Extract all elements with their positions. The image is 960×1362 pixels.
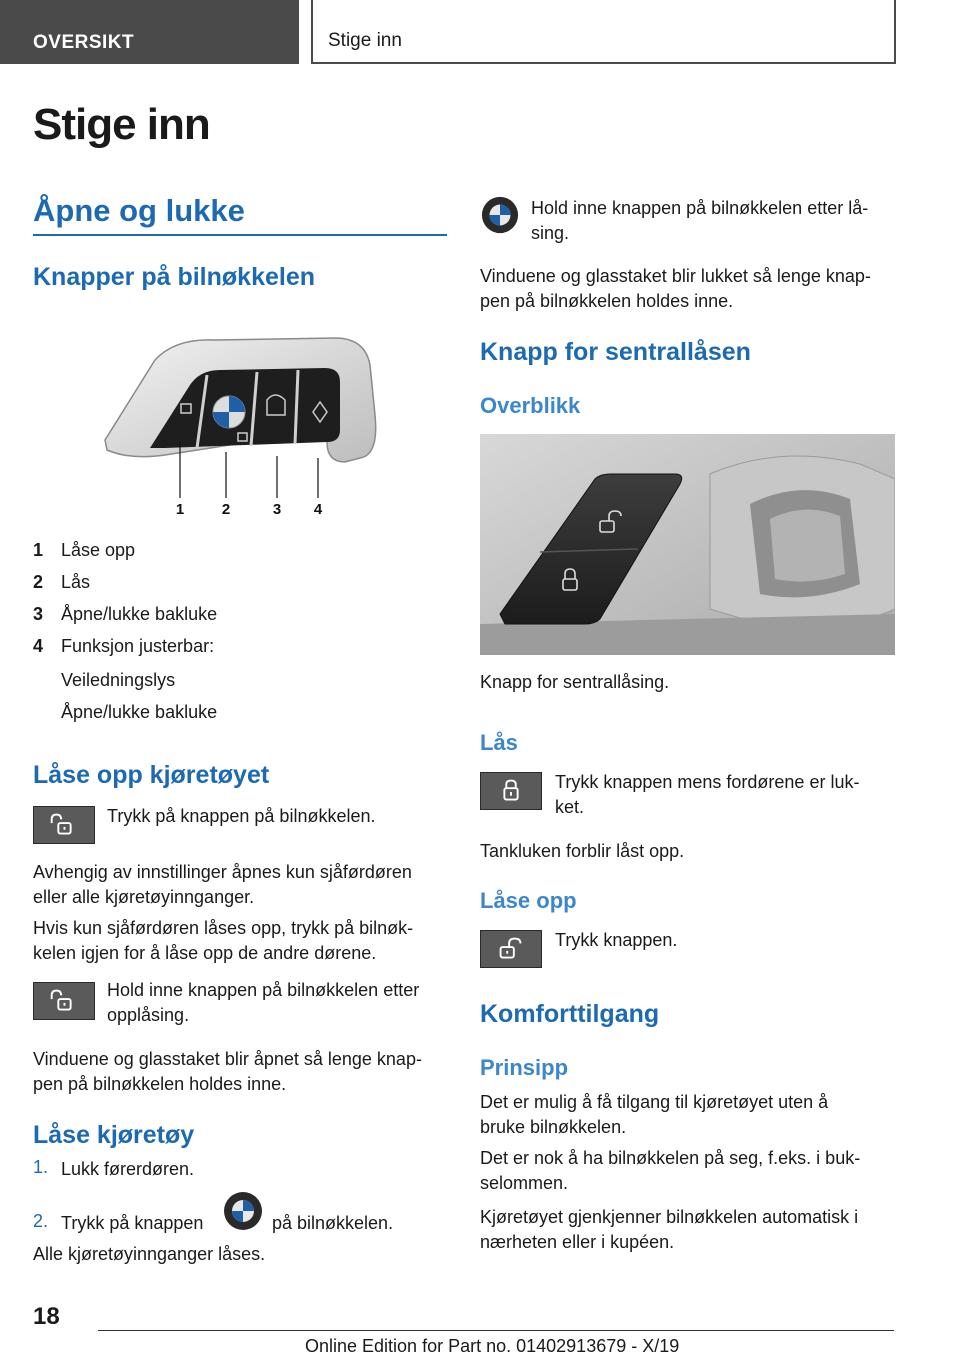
- figure-label-1: 1: [175, 501, 185, 518]
- principle-paragraph: nærheten eller i kupéen.: [480, 1232, 675, 1252]
- legend-number: 2: [33, 572, 44, 592]
- unlock-note: Trykk knappen.: [555, 930, 678, 950]
- legend-number: 3: [33, 604, 44, 624]
- legend-text: Åpne/lukke bakluke: [61, 604, 218, 624]
- key-fob-illustration: [95, 330, 385, 520]
- windows-paragraph: pen på bilnøkkelen holdes inne.: [33, 1074, 287, 1094]
- unlock-note: Trykk på knappen på bilnøkkelen.: [107, 806, 376, 826]
- step-text: på bilnøkkelen.: [272, 1213, 394, 1233]
- bmw-key-button-icon: [222, 1190, 264, 1232]
- section-heading: Åpne og lukke: [33, 193, 245, 228]
- windows-paragraph: Vinduene og glasstaket blir åpnet så lenge knap-: [33, 1049, 422, 1069]
- keys-heading: Knapper på bilnøkkelen: [33, 263, 316, 291]
- central-lock-heading: Knapp for sentrallåsen: [480, 338, 751, 366]
- photo-caption: Knapp for sentrallåsing.: [480, 672, 670, 692]
- central-lock-photo: [480, 434, 895, 655]
- lock-result: Alle kjøretøyinnganger låses.: [33, 1244, 266, 1264]
- lock-subheading: Lås: [480, 730, 518, 755]
- footer-rule: [98, 1330, 894, 1331]
- chapter-tab[interactable]: Stige inn: [311, 0, 896, 64]
- figure-label-4: 4: [313, 501, 323, 518]
- principle-paragraph: Kjøretøyet gjenkjenner bilnøkkelen automatisk i: [480, 1207, 859, 1227]
- step-text: Lukk førerdøren.: [61, 1159, 195, 1179]
- comfort-access-heading: Komforttilgang: [480, 1000, 660, 1028]
- section-rule: [33, 234, 447, 236]
- figure-label-2: 2: [221, 501, 231, 518]
- legend-subitem: Åpne/lukke bakluke: [61, 702, 218, 722]
- hold-note: opplåsing.: [107, 1005, 190, 1025]
- principle-paragraph: selommen.: [480, 1173, 569, 1193]
- legend-text: Funksjon justerbar:: [61, 636, 215, 656]
- legend-text: Lås: [61, 572, 91, 592]
- hold-note: Hold inne knappen på bilnøkkelen etter lå-: [531, 198, 869, 218]
- principle-paragraph: Det er mulig å få tilgang til kjøretøyet uten å: [480, 1092, 829, 1112]
- hold-note: sing.: [531, 223, 570, 243]
- page-number: 18: [33, 1303, 60, 1330]
- page-title: Stige inn: [33, 100, 210, 149]
- unlock-paragraph: Avhengig av innstillinger åpnes kun sjåførdøren: [33, 862, 412, 882]
- unlock-icon: [480, 930, 542, 968]
- lock-note: ket.: [555, 797, 585, 817]
- unlock-paragraph: kelen igjen for å låse opp de andre dørene.: [33, 943, 377, 963]
- unlock-subheading: Låse opp: [480, 888, 577, 913]
- unlock-icon: [33, 806, 95, 844]
- step-number: 2.: [33, 1211, 49, 1231]
- principle-heading: Prinsipp: [480, 1055, 569, 1080]
- legend-number: 1: [33, 540, 44, 560]
- unlock-icon: [33, 982, 95, 1020]
- lock-heading: Låse kjøretøy: [33, 1121, 195, 1149]
- lock-icon: [480, 772, 542, 810]
- overview-heading: Overblikk: [480, 393, 581, 418]
- hold-note: Hold inne knappen på bilnøkkelen etter: [107, 980, 420, 1000]
- bmw-key-button-icon: [480, 195, 520, 235]
- unlock-heading: Låse opp kjøretøyet: [33, 761, 270, 789]
- legend-text: Låse opp: [61, 540, 136, 560]
- lock-note: Trykk knappen mens fordørene er luk-: [555, 772, 860, 792]
- principle-paragraph: Det er nok å ha bilnøkkelen på seg, f.eks. i buk-: [480, 1148, 861, 1168]
- section-tab[interactable]: OVERSIKT: [0, 0, 299, 64]
- unlock-paragraph: eller alle kjøretøyinnganger.: [33, 887, 255, 907]
- unlock-paragraph: Hvis kun sjåførdøren låses opp, trykk på bilnøk-: [33, 918, 414, 938]
- step-text: Trykk på knappen: [61, 1213, 204, 1233]
- close-paragraph: pen på bilnøkkelen holdes inne.: [480, 291, 734, 311]
- close-paragraph: Vinduene og glasstaket blir lukket så lenge knap-: [480, 266, 871, 286]
- principle-paragraph: bruke bilnøkkelen.: [480, 1117, 627, 1137]
- figure-label-3: 3: [272, 501, 282, 518]
- legend-subitem: Veiledningslys: [61, 670, 176, 690]
- legend-number: 4: [33, 636, 44, 656]
- step-number: 1.: [33, 1157, 49, 1177]
- footer-edition: Online Edition for Part no. 01402913679 - X/19: [305, 1336, 680, 1356]
- fuel-flap-paragraph: Tankluken forblir låst opp.: [480, 841, 685, 861]
